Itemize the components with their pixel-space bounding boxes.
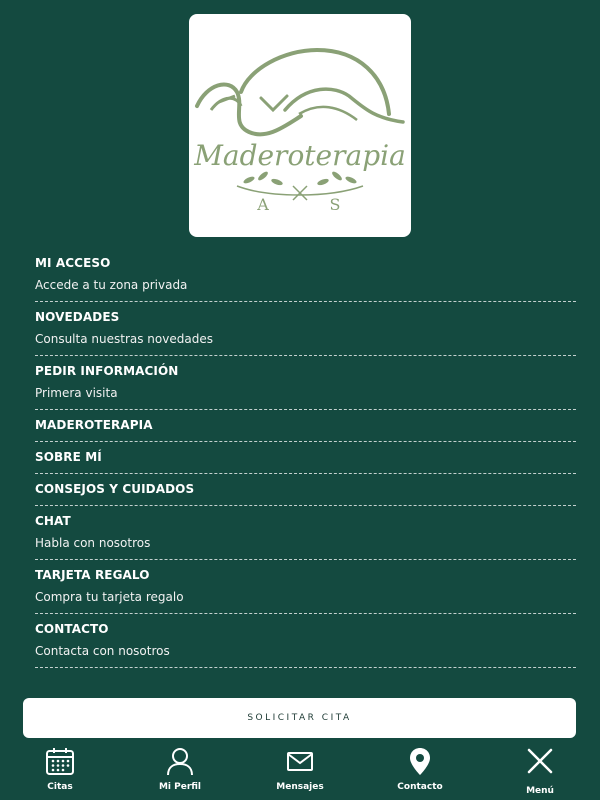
main-menu: [35, 248, 576, 668]
menu-item-sobre-mi[interactable]: [35, 442, 576, 474]
brand-logo: [189, 14, 411, 237]
menu-item-title: MI ACCESO: [35, 256, 111, 270]
menu-item-pedir-informacion[interactable]: [35, 356, 576, 410]
menu-item-subtitle: Consulta nuestras novedades: [35, 332, 213, 346]
logo-initial-right: S: [329, 195, 341, 214]
menu-item-title: CHAT: [35, 514, 71, 528]
menu-item-title: SOBRE MÍ: [35, 450, 102, 464]
menu-item-tarjeta-regalo[interactable]: [35, 560, 576, 614]
menu-item-subtitle: Accede a tu zona privada: [35, 278, 188, 292]
bottom-navigation: [0, 744, 600, 800]
nav-label: Menú: [526, 786, 554, 796]
nav-label: Mi Perfil: [158, 782, 202, 792]
menu-item-title: MADEROTERAPIA: [35, 418, 153, 432]
menu-item-title: PEDIR INFORMACIÓN: [35, 364, 179, 378]
menu-item-title: CONSEJOS Y CUIDADOS: [35, 482, 195, 496]
menu-item-contacto[interactable]: [35, 614, 576, 668]
nav-mi-perfil[interactable]: [120, 744, 240, 800]
nav-label: Mensajes: [276, 782, 324, 792]
location-pin-icon: [405, 744, 435, 778]
nav-label: Contacto: [397, 782, 443, 792]
logo-initial-left: A: [257, 195, 269, 214]
close-icon: [525, 744, 555, 778]
menu-item-chat[interactable]: [35, 506, 576, 560]
menu-item-title: TARJETA REGALO: [35, 568, 150, 582]
nav-menu[interactable]: [480, 744, 600, 800]
menu-item-title: NOVEDADES: [35, 310, 120, 324]
menu-item-subtitle: Primera visita: [35, 386, 118, 400]
maderoterapia-logo-graphic: [189, 14, 411, 237]
envelope-icon: [285, 744, 315, 778]
nav-contacto[interactable]: [360, 744, 480, 800]
nav-citas[interactable]: [0, 744, 120, 800]
solicitar-cita-button[interactable]: SOLICITAR CITA: [23, 698, 576, 738]
menu-item-consejos-y-cuidados[interactable]: [35, 474, 576, 506]
menu-item-subtitle: Compra tu tarjeta regalo: [35, 590, 184, 604]
calendar-icon: [45, 744, 75, 778]
menu-item-title: CONTACTO: [35, 622, 109, 636]
menu-item-mi-acceso[interactable]: [35, 248, 576, 302]
menu-item-maderoterapia[interactable]: [35, 410, 576, 442]
logo-wordmark: Maderoterapia: [194, 139, 406, 172]
menu-item-subtitle: Contacta con nosotros: [35, 644, 170, 658]
user-icon: [165, 744, 195, 778]
menu-item-subtitle: Habla con nosotros: [35, 536, 151, 550]
nav-label: Citas: [47, 782, 73, 792]
nav-mensajes[interactable]: [240, 744, 360, 800]
menu-item-novedades[interactable]: [35, 302, 576, 356]
